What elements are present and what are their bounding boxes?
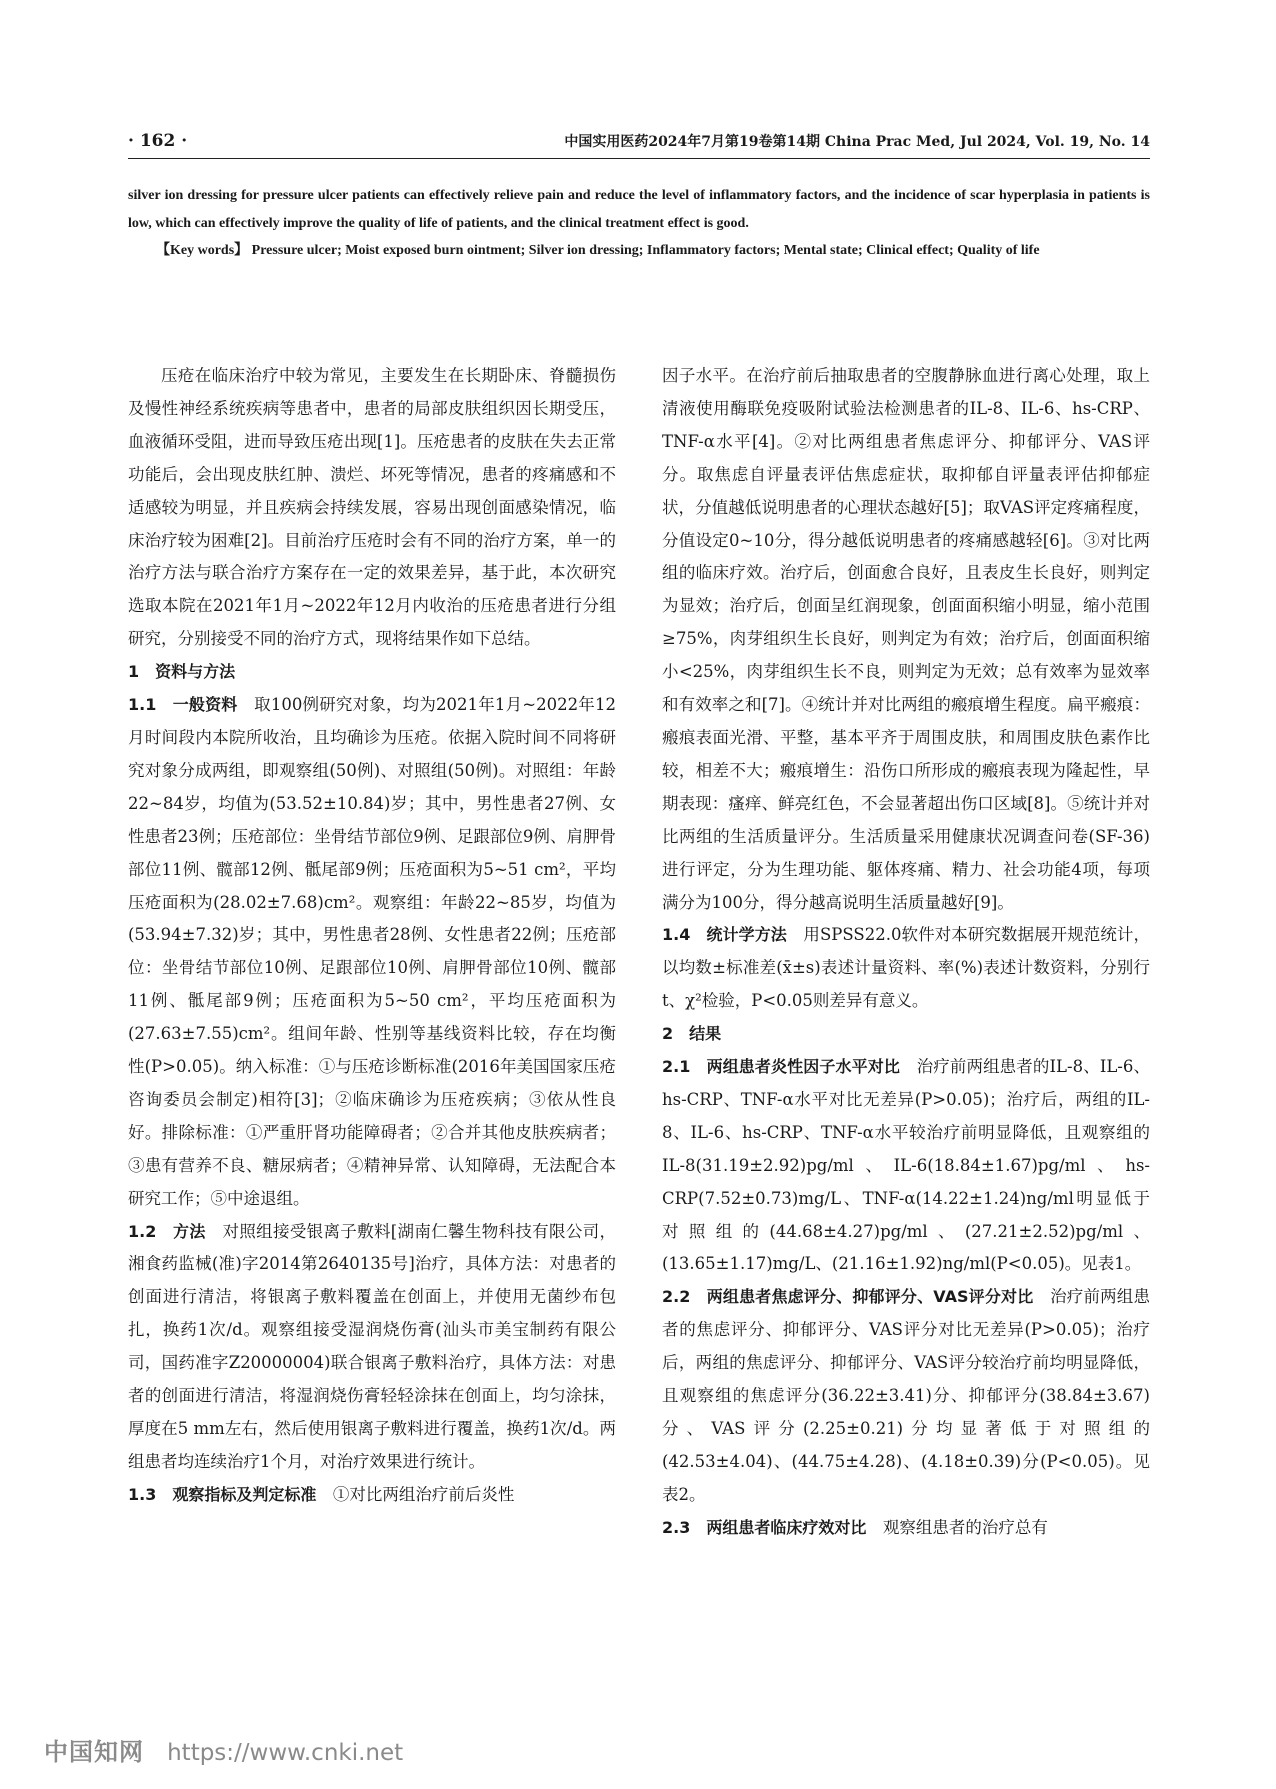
subsection-2-3 bbox=[662, 1512, 1150, 1545]
subsection-1-2-text: 对照组接受银离子敷料[湖南仁馨生物科技有限公司，湘食药监械(准)字2014第2640135号]治疗，具体方法：对患者的创面进行清洁，将银离子敷料覆盖在创面上，并使用无菌纱布包扎，换药1次/d。观察组接受湿润烧伤膏(汕头市美宝制药有限公司，国药准字Z20000004)联合银离子敷料治疗，具体方法：对患者的创面进行清洁，将湿润烧伤膏轻轻涂抹在创面上，均匀涂抹，厚度在5 mm左右，然后使用银离子敷料进行覆盖，换药1次/d。两组患者均连续治疗1个月，对治疗效果进行统计。 bbox=[128, 1221, 616, 1471]
subsection-2-2-title: 2.2 两组患者焦虑评分、抑郁评分、VAS评分对比 bbox=[662, 1287, 1034, 1307]
subsection-1-3-text: ①对比两组治疗前后炎性 bbox=[316, 1484, 515, 1504]
cnki-logo: 中国知网 bbox=[44, 1738, 144, 1766]
subsection-2-3-text: 观察组患者的治疗总有 bbox=[866, 1517, 1048, 1537]
subsection-1-1-text: 取100例研究对象，均为2021年1月~2022年12月时间段内本院所收治，且均确诊为压疮。依据入院时间不同将研究对象分成两组，即观察组(50例)、对照组(50例)。对照组：年龄22~84岁，均值为(53.52±10.84)岁；其中，男性患者27例、女性患者23例；压疮部位：坐骨结节部位9例、足跟部位9例、肩胛骨部位11例、髋部12例、骶尾部9例；压疮面积为5~51 cm²，平均压疮面积为(28.02±7.68)cm²。观察组：年龄22~85岁，均值为(53.94±7.32)岁；其中，男性患者28例、女性患者22例；压疮部位：坐骨结节部位10例、足跟部位10例、肩胛骨部位10例、髋部11例、骶尾部9例；压疮面积为5~50 cm²，平均压疮面积为(27.63±7.55)cm²。组间年龄、性别等基线资料比较，存在均衡性(P>0.05)。纳入标准：①与压疮诊断标准(2016年美国国家压疮咨询委员会制定)相符[3]；②临床确诊为压疮疾病；③依从性良好。排除标准：①严重肝肾功能障碍者；②合并其他皮肤疾病者；③患有营养不良、糖尿病者；④精神异常、认知障碍，无法配合本研究工作；⑤中途退组。 bbox=[128, 695, 616, 1208]
section-2-heading: 2 结果 bbox=[662, 1024, 722, 1044]
abstract-section bbox=[128, 182, 1150, 265]
intro-paragraph: 压疮在临床治疗中较为常见，主要发生在长期卧床、脊髓损伤及慢性神经系统疾病等患者中，患者的局部皮肤组织因长期受压，血液循环受阻，进而导致压疮出现[1]。压疮患者的皮肤在失去正常功能后，会出现皮肤红肿、溃烂、坏死等情况，患者的疼痛感和不适感较为明显，并且疾病会持续发展，容易出现创面感染情况，临床治疗较为困难[2]。目前治疗压疮时会有不同的治疗方案，单一的治疗方法与联合治疗方案存在一定的效果差异，基于此，本次研究选取本院在2021年1月~2022年12月内收治的压疮患者进行分组研究，分别接受不同的治疗方式，现将结果作如下总结。 bbox=[128, 366, 616, 649]
keywords-line bbox=[128, 237, 1150, 265]
journal-citation: 中国实用医药2024年7月第19卷第14期 China Prac Med, Jul 2024, Vol. 19, No. 14 bbox=[564, 134, 1150, 150]
right-column bbox=[662, 360, 1150, 1545]
abstract-continuation: silver ion dressing for pressure ulcer patients can effectively relieve pain and reduce the level of inflammatory factors, and the incidence of scar hyperplasia in patients is low, which can effectively improve the quality of life of patients, and the clinical treatment effect is good. bbox=[128, 188, 1150, 231]
keywords-text: Pressure ulcer; Moist exposed burn ointment; Silver ion dressing; Inflammatory factors; Mental state; Clinical effect; Quality of life bbox=[251, 243, 1040, 258]
keywords-label: 【Key words】 bbox=[156, 243, 249, 258]
subsection-1-3-continued: 因子水平。在治疗前后抽取患者的空腹静脉血进行离心处理，取上清液使用酶联免疫吸附试验法检测患者的IL-8、IL-6、hs-CRP、TNF-α水平[4]。②对比两组患者焦虑评分、抑郁评分、VAS评分。取焦虑自评量表评估焦虑症状，取抑郁自评量表评估抑郁症状，分值越低说明患者的心理状态越好[5]；取VAS评定疼痛程度，分值设定0~10分，得分越低说明患者的疼痛感越轻[6]。③对比两组的临床疗效。治疗后，创面愈合良好，且表皮生长良好，则判定为显效；治疗后，创面呈红润现象，创面面积缩小明显，缩小范围≥75%，肉芽组织生长良好，则判定为有效；治疗后，创面面积缩小<25%，肉芽组织生长不良，则判定为无效；总有效率为显效率和有效率之和[7]。④统计并对比两组的瘢痕增生程度。扁平瘢痕：瘢痕表面光滑、平整，基本平齐于周围皮肤，和周围皮肤色素作比较，相差不大；瘢痕增生：沿伤口所形成的瘢痕表现为隆起性，早期表现：瘙痒、鲜亮红色，不会显著超出伤口区域[8]。⑤统计并对比两组的生活质量评分。生活质量采用健康状况调查问卷(SF-36)进行评定，分为生理功能、躯体疼痛、精力、社会功能4项，每项满分为100分，得分越高说明生活质量越好[9]。 bbox=[662, 366, 1150, 912]
header-rule bbox=[128, 158, 1150, 159]
subsection-1-3 bbox=[128, 1479, 616, 1512]
subsection-2-3-title: 2.3 两组患者临床疗效对比 bbox=[662, 1517, 867, 1537]
subsection-1-2 bbox=[128, 1216, 616, 1479]
subsection-2-1 bbox=[662, 1051, 1150, 1281]
subsection-2-1-title: 2.1 两组患者炎性因子水平对比 bbox=[662, 1057, 900, 1077]
subsection-1-3-title: 1.3 观察指标及判定标准 bbox=[128, 1484, 317, 1504]
footer-watermark bbox=[44, 1732, 403, 1764]
subsection-1-4-text: 用SPSS22.0软件对本研究数据展开规范统计，以均数±标准差(x̄±s)表述计量资料、率(%)表述计数资料，分别行t、χ²检验，P<0.05则差异有意义。 bbox=[662, 925, 1150, 1011]
page-number: · 162 · bbox=[128, 131, 188, 151]
subsection-2-2-text: 治疗前两组患者的焦虑评分、抑郁评分、VAS评分对比无差异(P>0.05)；治疗后，两组的焦虑评分、抑郁评分、VAS评分较治疗前均明显降低，且观察组的焦虑评分(36.22±3.41)分、抑郁评分(38.84±3.67)分、VAS评分(2.25±0.21)分均显著低于对照组的(42.53±4.04)、(44.75±4.28)、(4.18±0.39)分(P<0.05)。见表2。 bbox=[662, 1287, 1150, 1504]
subsection-1-1 bbox=[128, 689, 616, 1216]
left-column bbox=[128, 360, 616, 1512]
subsection-2-1-text: 治疗前两组患者的IL-8、IL-6、hs-CRP、TNF-α水平对比无差异(P>0.05)；治疗后，两组的IL-8、IL-6、hs-CRP、TNF-α水平较治疗前明显降低，且观察组的IL-8(31.19±2.92)pg/ml、IL-6(18.84±1.67)pg/ml、hs-CRP(7.52±0.73)mg/L、TNF-α(14.22±1.24)ng/ml明显低于对照组的(44.68±4.27)pg/ml、(27.21±2.52)pg/ml、(13.65±1.17)mg/L、(21.16±1.92)ng/ml(P<0.05)。见表1。 bbox=[662, 1057, 1150, 1274]
subsection-1-1-title: 1.1 一般资料 bbox=[128, 695, 238, 715]
subsection-1-2-title: 1.2 方法 bbox=[128, 1221, 206, 1241]
running-header bbox=[128, 131, 1150, 159]
subsection-2-2 bbox=[662, 1281, 1150, 1511]
subsection-1-4 bbox=[662, 919, 1150, 1018]
section-1-heading: 1 资料与方法 bbox=[128, 662, 236, 682]
cnki-url[interactable]: https://www.cnki.net bbox=[167, 1740, 404, 1766]
subsection-1-4-title: 1.4 统计学方法 bbox=[662, 925, 787, 945]
